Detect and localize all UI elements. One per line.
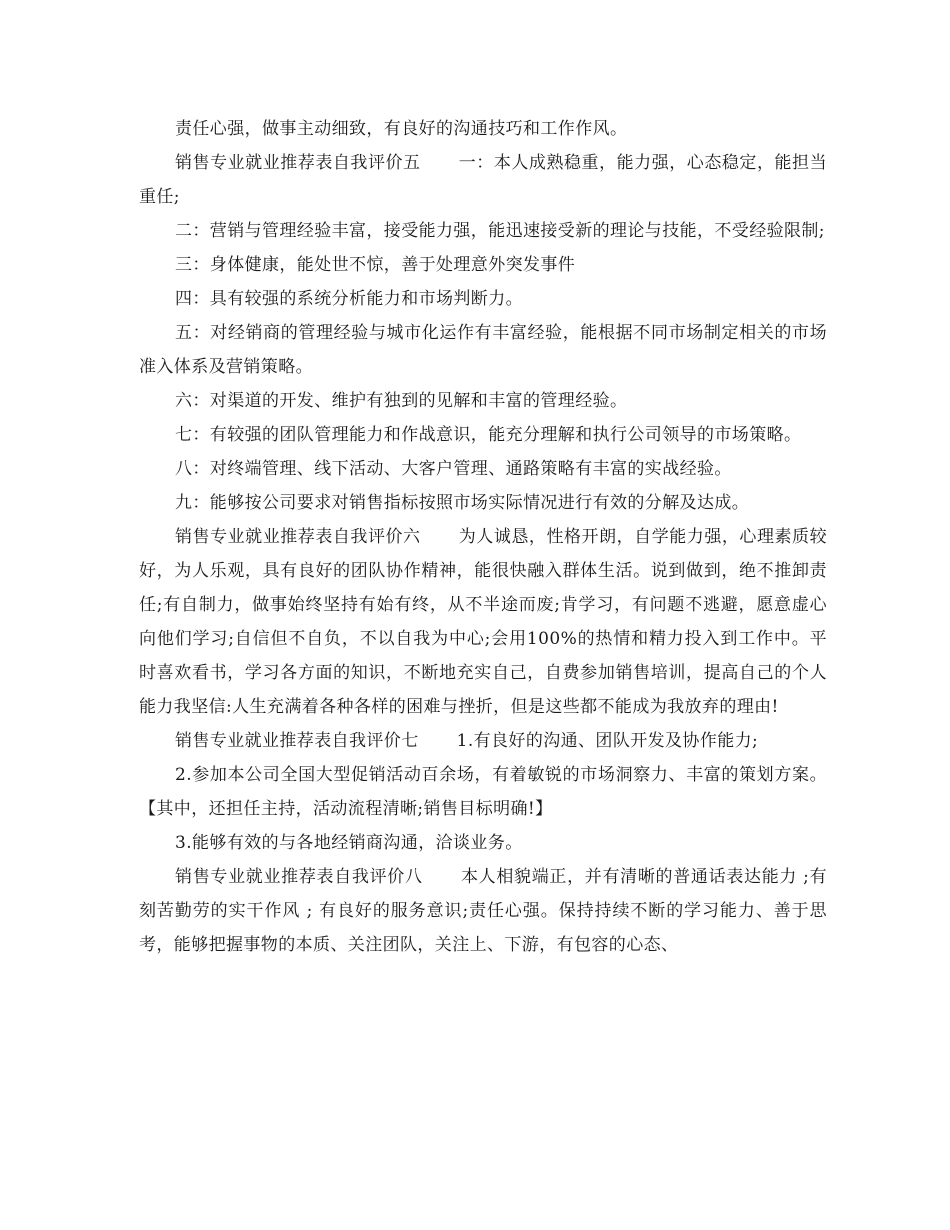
paragraph-text: 五：对经销商的管理经验与城市化运作有丰富经验，能根据不同市场制定相关的市场准入体系及营销策略。 bbox=[139, 323, 827, 377]
paragraph bbox=[139, 758, 827, 826]
paragraph-text: 责任心强，做事主动细致，有良好的沟通技巧和工作作风。 bbox=[175, 119, 628, 139]
document-body bbox=[139, 112, 827, 962]
paragraph bbox=[139, 826, 827, 860]
paragraph bbox=[139, 860, 827, 962]
paragraph-text: 三：身体健康，能处世不惊，善于处理意外突发事件 bbox=[175, 255, 576, 275]
paragraph-text: 1.有良好的沟通、团队开发及协作能力; bbox=[456, 731, 759, 751]
paragraph-text: 九：能够按公司要求对销售指标按照市场实际情况进行有效的分解及达成。 bbox=[175, 493, 750, 513]
paragraph bbox=[139, 452, 827, 486]
paragraph bbox=[139, 418, 827, 452]
paragraph-text: 四：具有较强的系统分析能力和市场判断力。 bbox=[175, 289, 523, 309]
section-heading: 销售专业就业推荐表自我评价七 bbox=[175, 731, 419, 751]
paragraph-text: 八：对终端管理、线下活动、大客户管理、通路策略有丰富的实战经验。 bbox=[175, 459, 732, 479]
paragraph bbox=[139, 520, 827, 724]
paragraph-text: 本人相貌端正，并有清晰的普通话表达能力 ;有刻苦勤劳的实干作风 ; 有良好的服务意识;责任心强。保持持续不断的学习能力、善于思考，能够把握事物的本质、关注团队，关注上、下游，有包容的心态、 bbox=[139, 867, 827, 955]
section-heading: 销售专业就业推荐表自我评价五 bbox=[175, 153, 421, 173]
paragraph bbox=[139, 724, 827, 758]
paragraph-text: 为人诚恳，性格开朗，自学能力强，心理素质较好，为人乐观，具有良好的团队协作精神，能很快融入群体生活。说到做到，绝不推卸责任;有自制力，做事始终坚持有始有终，从不半途而废;肯学习，有问题不逃避，愿意虚心向他们学习;自信但不自负，不以自我为中心;会用100%的热情和精力投入到工作中。平时喜欢看书，学习各方面的知识，不断地充实自己，自费参加销售培训，提高自己的个人能力我坚信:人生充满着各种各样的困难与挫折，但是这些都不能成为我放弃的理由! bbox=[139, 527, 827, 717]
paragraph bbox=[139, 384, 827, 418]
paragraph bbox=[139, 248, 827, 282]
paragraph-text: 六：对渠道的开发、维护有独到的见解和丰富的管理经验。 bbox=[175, 391, 628, 411]
paragraph-text: 2.参加本公司全国大型促销活动百余场，有着敏锐的市场洞察力、丰富的策划方案。【其中，还担任主持，活动流程清晰;销售目标明确!】 bbox=[139, 765, 827, 819]
paragraph-text: 二：营销与管理经验丰富，接受能力强，能迅速接受新的理论与技能，不受经验限制; bbox=[175, 221, 825, 241]
paragraph-text: 七：有较强的团队管理能力和作战意识，能充分理解和执行公司领导的市场策略。 bbox=[175, 425, 802, 445]
section-heading: 销售专业就业推荐表自我评价六 bbox=[175, 527, 421, 547]
section-heading: 销售专业就业推荐表自我评价八 bbox=[175, 867, 423, 887]
paragraph-text: 3.能够有效的与各地经销商沟通，洽谈业务。 bbox=[175, 833, 523, 853]
paragraph bbox=[139, 214, 827, 248]
paragraph bbox=[139, 486, 827, 520]
paragraph bbox=[139, 146, 827, 214]
paragraph bbox=[139, 316, 827, 384]
paragraph-text: 一：本人成熟稳重，能力强，心态稳定，能担当重任; bbox=[139, 153, 827, 207]
paragraph bbox=[139, 282, 827, 316]
paragraph bbox=[139, 112, 827, 146]
